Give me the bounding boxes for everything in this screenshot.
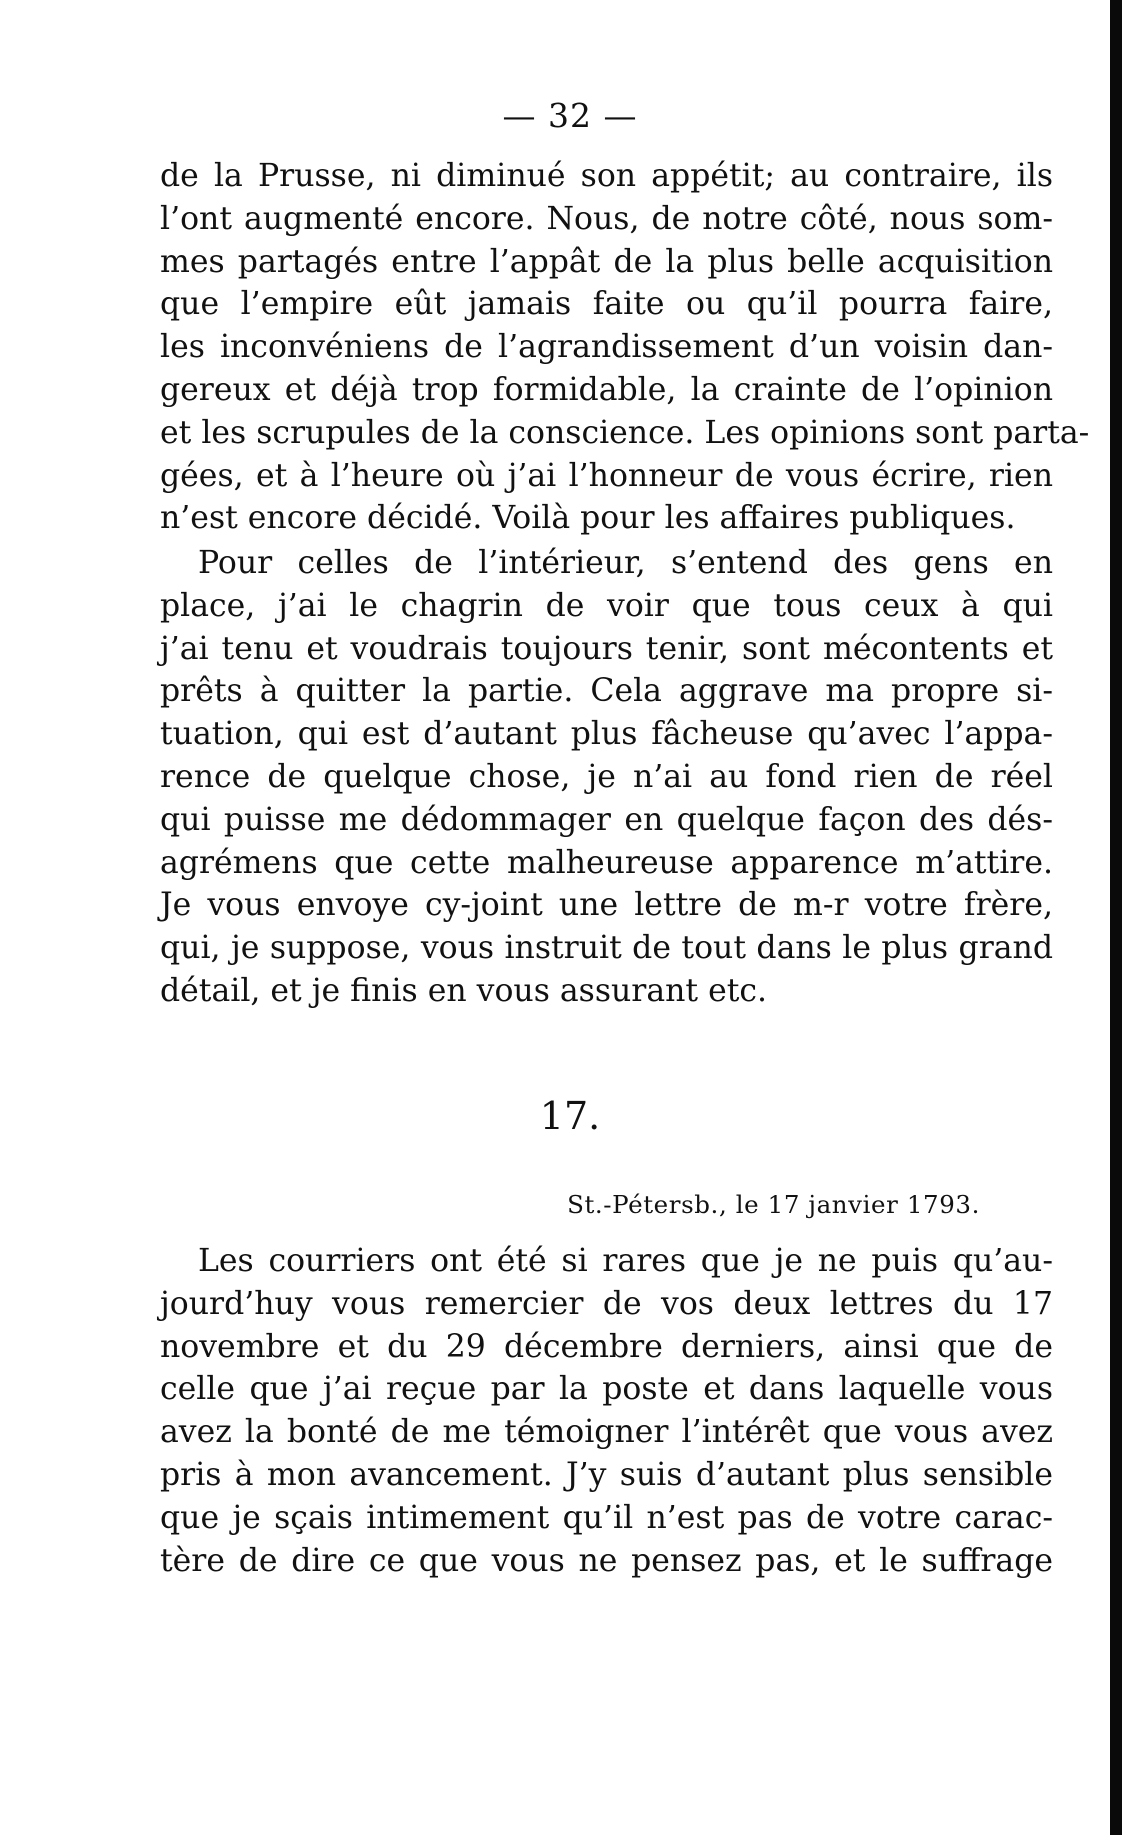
text-line: gées, et à l’heure où j’ai l’honneur de vous écrire, rien xyxy=(160,457,1053,494)
text-line: jourd’huy vous remercier de vos deux lettres du 17 xyxy=(160,1285,1053,1322)
text-line: de la Prusse, ni diminué son appétit; au contraire, ils xyxy=(160,158,1053,194)
text-line: Je vous envoye cy-joint une lettre de m-r votre frère, xyxy=(160,887,1053,924)
text-line: gereux et déjà trop formidable, la crainte de l’opinion xyxy=(160,371,1053,408)
text-line: que je sçais intimement qu’il n’est pas de votre carac- xyxy=(160,1499,1053,1536)
letter-number: 17. xyxy=(539,1094,601,1138)
scan-binding-edge xyxy=(1110,0,1122,1835)
text-line: tère de dire ce que vous ne pensez pas, et le suffrage xyxy=(160,1542,1053,1579)
text-line: novembre et du 29 décembre derniers, ainsi que de xyxy=(160,1328,1053,1365)
text-line: Pour celles de l’intérieur, s’entend des gens en xyxy=(198,545,1053,581)
text-line: qui puisse me dédommager en quelque façon des dés- xyxy=(160,801,1053,838)
paragraph-continuation xyxy=(160,155,1090,540)
text-line: avez la bonté de me témoigner l’intérêt que vous avez xyxy=(160,1414,1053,1451)
paragraph-interior-affairs xyxy=(160,542,1053,1013)
text-line: agrémens que cette malheureuse apparence m’attire. xyxy=(160,844,1053,881)
text-line: et les scrupules de la conscience. Les opinions sont parta- xyxy=(160,414,1090,451)
text-line: mes partagés entre l’appât de la plus belle acquisition xyxy=(160,243,1053,280)
text-line: celle que j’ai reçue par la poste et dans laquelle vous xyxy=(160,1371,1053,1408)
text-line: j’ai tenu et voudrais toujours tenir, sont mécontents et xyxy=(160,630,1053,667)
text-line: tuation, qui est d’autant plus fâcheuse qu’avec l’appa- xyxy=(160,716,1053,753)
page-number: — 32 — xyxy=(502,96,638,135)
text-line: rence de quelque chose, je n’ai au fond rien de réel xyxy=(160,758,1053,795)
text-line: n’est encore décidé. Voilà pour les affaires publiques. xyxy=(160,500,1016,537)
text-line: les inconvéniens de l’agrandissement d’un voisin dan- xyxy=(160,329,1053,366)
text-line: pris à mon avancement. J’y suis d’autant plus sensible xyxy=(160,1456,1053,1493)
text-line: détail, et je finis en vous assurant etc. xyxy=(160,972,768,1009)
text-line: qui, je suppose, vous instruit de tout dans le plus grand xyxy=(160,930,1053,967)
letter-dateline: St.-Pétersb., le 17 janvier 1793. xyxy=(567,1190,980,1219)
text-line: place, j’ai le chagrin de voir que tous ceux à qui xyxy=(160,587,1053,624)
text-line: l’ont augmenté encore. Nous, de notre côté, nous som- xyxy=(160,200,1053,237)
text-line: prêts à quitter la partie. Cela aggrave ma propre si- xyxy=(160,673,1053,710)
text-line: Les courriers ont été si rares que je ne puis qu’au- xyxy=(198,1243,1053,1279)
text-line: que l’empire eût jamais faite ou qu’il pourra faire, xyxy=(160,286,1053,323)
paragraph-letter-body xyxy=(160,1240,1053,1582)
